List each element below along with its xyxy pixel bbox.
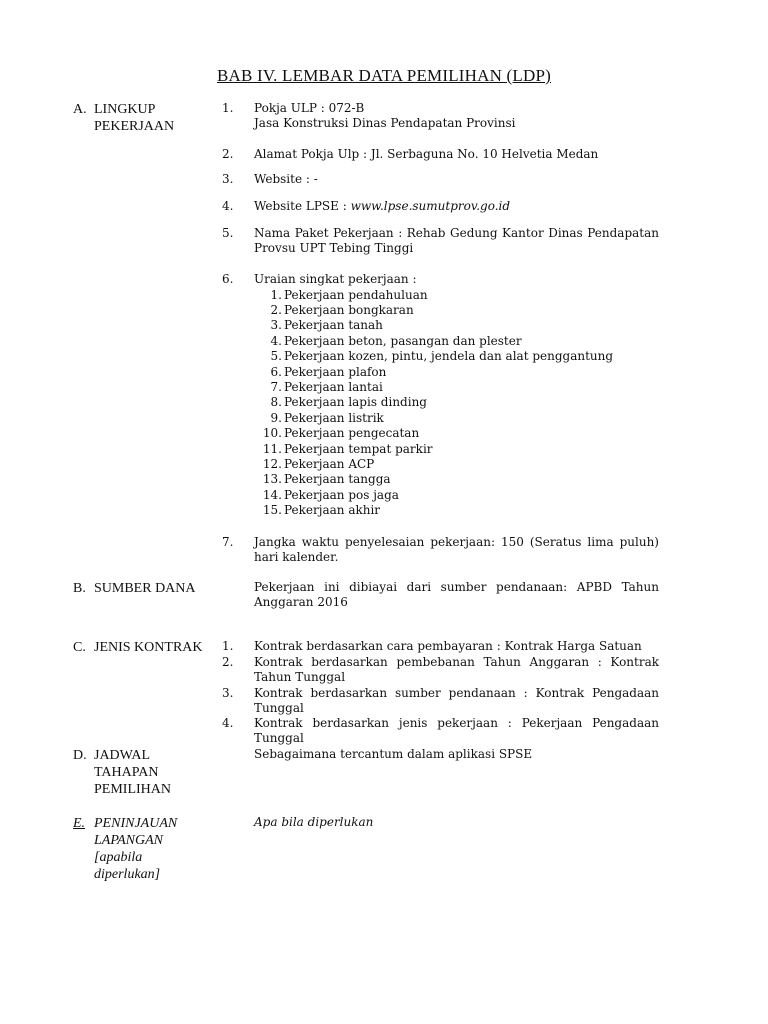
site-visit-text: Apa bila diperlukan: [254, 815, 374, 829]
section-letter: D.: [73, 748, 87, 763]
list-item: 11. Pekerjaan tempat parkir: [262, 441, 433, 456]
list-item: 14. Pekerjaan pos jaga: [262, 487, 399, 502]
contract-type: Kontrak berdasarkan pembebanan Tahun Anggaran : Kontrak Tahun Tunggal: [254, 655, 659, 685]
package-name: Nama Paket Pekerjaan : Rehab Gedung Kantor Dinas Pendapatan Provsu UPT Tebing Tinggi: [254, 226, 659, 256]
section-label: JENIS KONTRAK: [94, 640, 203, 655]
pokja-ulp-line2: Jasa Konstruksi Dinas Pendapatan Provinsi: [254, 116, 516, 131]
section-label: JADWAL TAHAPAN PEMILIHAN: [94, 748, 171, 797]
funding-source: Pekerjaan ini dibiayai dari sumber pendanaan: APBD Tahun Anggaran 2016: [254, 580, 659, 610]
item-number: 4.: [222, 716, 234, 730]
item-number: 2.: [222, 147, 234, 161]
item-number: 1.: [222, 639, 234, 653]
work-description-heading: Uraian singkat pekerjaan :: [254, 272, 417, 286]
pokja-address: Alamat Pokja Ulp : Jl. Serbaguna No. 10 Helvetia Medan: [254, 147, 599, 161]
item-number: 3.: [222, 686, 234, 700]
list-item: 6. Pekerjaan plafon: [270, 364, 387, 379]
item-number: 6.: [222, 272, 234, 286]
item-number: 2.: [222, 655, 234, 669]
schedule-text: Sebagaimana tercantum dalam aplikasi SPSE: [254, 747, 533, 761]
item-number: 7.: [222, 535, 234, 549]
item-number: 1.: [222, 101, 234, 115]
list-item: 9. Pekerjaan listrik: [270, 410, 384, 425]
list-item: 7. Pekerjaan lantai: [270, 379, 383, 394]
website: Website : -: [254, 172, 318, 186]
list-item: 13. Pekerjaan tangga: [262, 472, 391, 487]
work-items-list: [257, 288, 613, 519]
section-letter: A.: [73, 102, 87, 117]
pokja-ulp-line1: Pokja ULP : 072-B: [254, 101, 365, 115]
website-lpse-label: Website LPSE :: [254, 199, 351, 213]
list-item: 4. Pekerjaan beton, pasangan dan plester: [270, 333, 522, 348]
section-letter: E.: [73, 816, 86, 831]
completion-period: Jangka waktu penyelesaian pekerjaan: 150 (Seratus lima puluh) hari kalender.: [254, 535, 659, 565]
list-item: 15. Pekerjaan akhir: [262, 503, 381, 518]
section-letter: B.: [73, 581, 86, 596]
list-item: 8. Pekerjaan lapis dinding: [270, 395, 427, 410]
section-label: PENINJAUAN LAPANGAN [apabila diperlukan]: [94, 816, 178, 882]
contract-type: Kontrak berdasarkan cara pembayaran : Kontrak Harga Satuan: [254, 639, 642, 653]
list-item: 1. Pekerjaan pendahuluan: [270, 287, 428, 302]
section-letter: C.: [73, 640, 86, 655]
contract-type: Kontrak berdasarkan sumber pendanaan : Kontrak Pengadaan Tunggal: [254, 686, 659, 716]
page-title: BAB IV. LEMBAR DATA PEMILIHAN (LDP): [216, 66, 551, 85]
list-item: 3. Pekerjaan tanah: [270, 318, 383, 333]
section-label: SUMBER DANA: [94, 581, 196, 596]
item-number: 5.: [222, 226, 234, 240]
pokja-ulp: [254, 101, 659, 132]
contract-type: Kontrak berdasarkan jenis pekerjaan : Pekerjaan Pengadaan Tunggal: [254, 716, 659, 746]
list-item: 2. Pekerjaan bongkaran: [270, 302, 414, 317]
website-lpse: [254, 199, 659, 214]
lpse-link[interactable]: www.lpse.sumutprov.go.id: [350, 199, 511, 213]
section-label: LINGKUP PEKERJAAN: [94, 102, 175, 134]
list-item: 5. Pekerjaan kozen, pintu, jendela dan alat penggantung: [270, 349, 614, 364]
list-item: 10. Pekerjaan pengecatan: [262, 426, 420, 441]
list-item: 12. Pekerjaan ACP: [262, 456, 375, 471]
item-number: 4.: [222, 199, 234, 213]
item-number: 3.: [222, 172, 234, 186]
